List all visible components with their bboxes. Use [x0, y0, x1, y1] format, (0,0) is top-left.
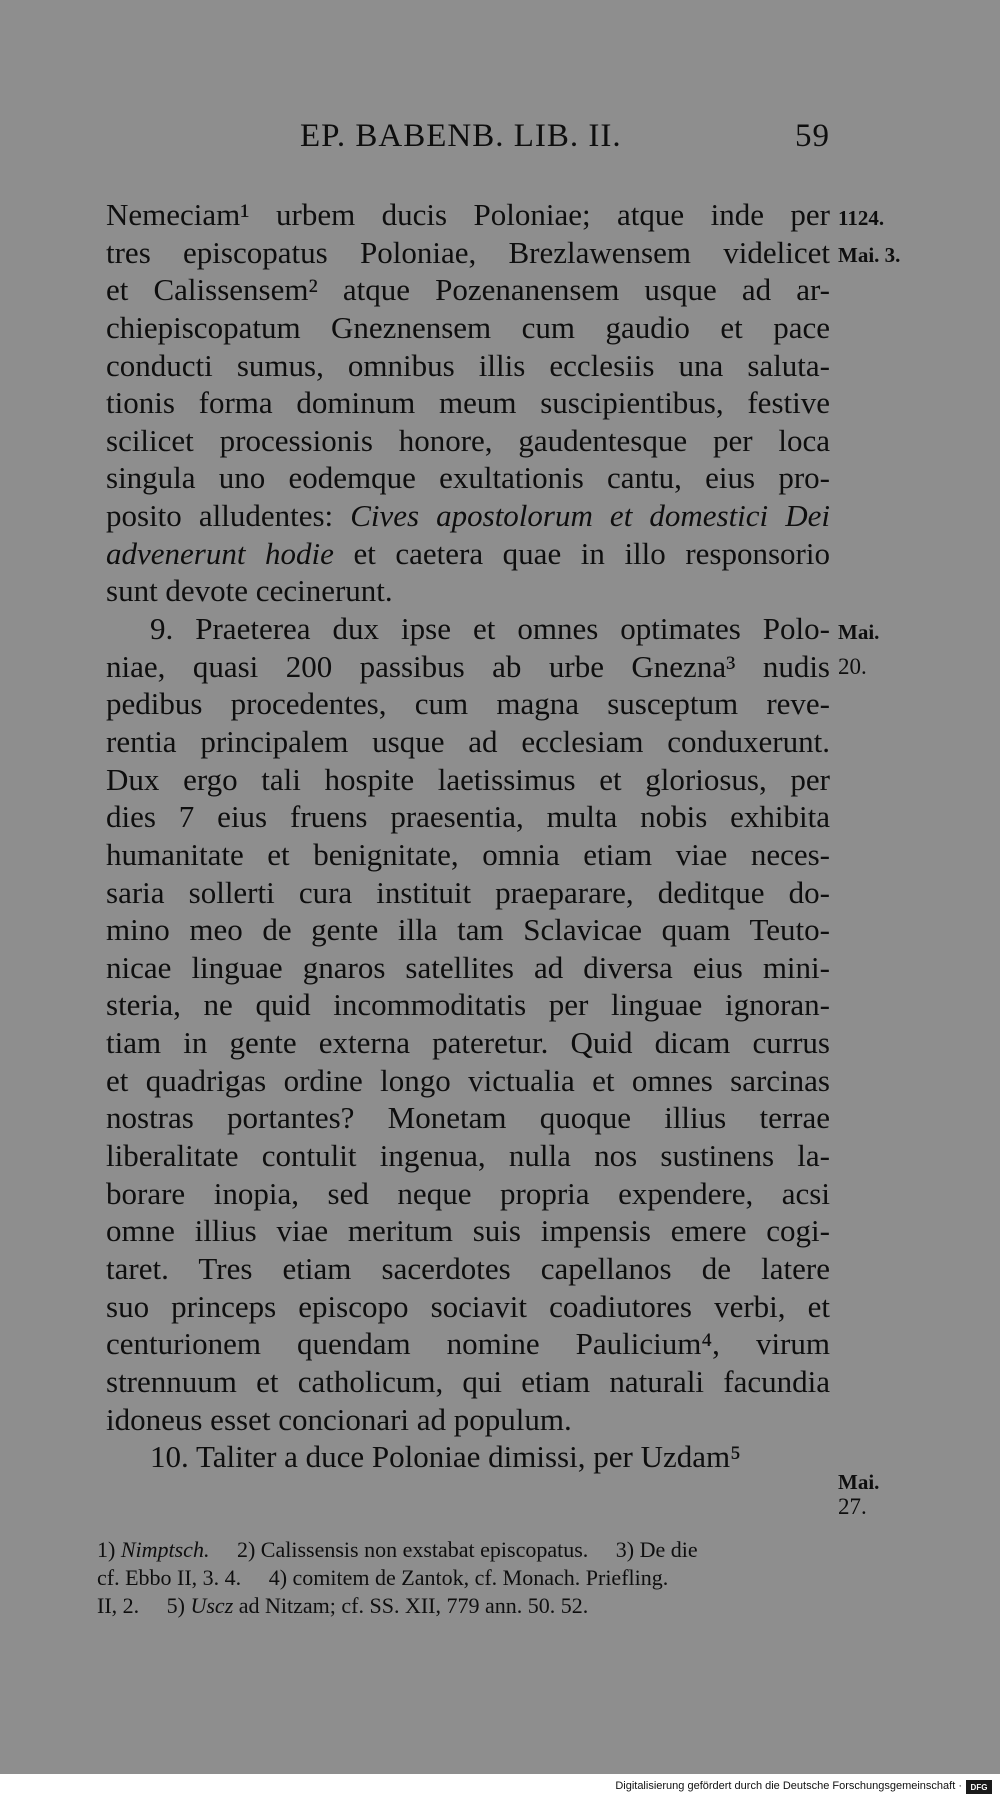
footnote-text: Calissensis non exstabat episcopatus.: [260, 1537, 589, 1562]
text-line: idoneus esset concionari ad populum.: [106, 1401, 572, 1437]
dfg-logo-icon: DFG: [966, 1780, 992, 1794]
text-line: 10. Taliter a duce Poloniae dimissi, per Uzdam⁵: [150, 1439, 741, 1475]
footnote-line: [97, 1564, 832, 1592]
footnote-text: Uscz: [190, 1593, 234, 1618]
text-line: tionis forma dominum meum suscipientibus, festive: [106, 385, 830, 421]
footnote-number: 2): [236, 1537, 256, 1562]
text-line: taret. Tres etiam sacerdotes capellanos de latere: [106, 1250, 830, 1286]
text-line: Dux ergo tali hospite laetissimus et gloriosus, per: [106, 761, 830, 797]
text-line: centurionem quendam nomine Paulicium⁴, virum: [106, 1326, 830, 1362]
text-line: steria, ne quid incommoditatis per linguae ignoran-: [106, 987, 830, 1023]
footer-bar: [0, 1774, 1000, 1800]
footnote-number: 5): [166, 1593, 185, 1618]
text-line: omne illius viae meritum suis impensis emere cogi-: [106, 1213, 830, 1249]
footnote-text: comitem de Zantok, cf. Monach. Priefling.: [292, 1565, 669, 1590]
text-line: mino meo de gente illa tam Sclavicae quam Teuto-: [106, 912, 830, 948]
footnote-text: II, 2.: [97, 1593, 140, 1618]
margin-note: 20.: [838, 654, 867, 679]
margin-note: Mai.: [838, 620, 880, 644]
text-line: nostras portantes? Monetam quoque illius terrae: [106, 1100, 830, 1136]
footnote-line: [97, 1592, 832, 1620]
margin-note: Mai.: [838, 1470, 880, 1494]
text-line: rentia principalem usque ad ecclesiam conduxerunt.: [106, 723, 830, 759]
text-line: tres episcopatus Poloniae, Brezlawensem videlicet: [106, 234, 830, 270]
text-line: suo princeps episcopo sociavit coadiutores verbi, et: [106, 1288, 830, 1324]
italic-quote: advenerunt hodie: [106, 535, 334, 571]
text-line: conducti sumus, omnibus illis ecclesiis una saluta-: [106, 347, 830, 383]
text-line: et quadrigas ordine longo victualia et omnes sarcinas: [106, 1062, 830, 1098]
body-text: [106, 196, 830, 1476]
footnote-text: Nimptsch.: [120, 1537, 210, 1562]
text-line: 9. Praeterea dux ipse et omnes optimates Polo-: [150, 611, 830, 647]
text-line: tiam in gente externa pateretur. Quid dicam currus: [106, 1025, 830, 1061]
footnote-number: 3): [615, 1537, 635, 1562]
margin-note: Mai. 3.: [838, 243, 901, 267]
text-line: saria sollerti cura instituit praeparare, deditque do-: [106, 874, 830, 910]
footnote-text: De die: [639, 1537, 698, 1562]
margin-note: 27.: [838, 1494, 867, 1519]
footnote-number: 4): [268, 1565, 288, 1590]
text-line: scilicet processionis honore, gaudentesque per loca: [106, 422, 830, 458]
footnotes: [97, 1536, 832, 1620]
text-line: dies 7 eius fruens praesentia, multa nobis exhibita: [106, 799, 830, 835]
italic-quote: Cives apostolorum et domestici Dei: [350, 498, 830, 534]
footnote-number: 1): [97, 1537, 116, 1562]
text-line: nicae linguae gnaros satellites ad diversa eius mini-: [106, 949, 830, 985]
margin-note: 1124.: [838, 206, 885, 230]
text-line: [106, 535, 830, 573]
text-line: strennuum et catholicum, qui etiam naturali facundia: [106, 1363, 830, 1399]
text-line: sunt devote cecinerunt.: [106, 573, 393, 609]
footnote-text: cf. Ebbo II, 3. 4.: [97, 1565, 242, 1590]
text-line: Nemeciam¹ urbem ducis Poloniae; atque inde per: [106, 197, 830, 232]
text-line: [106, 497, 830, 535]
text-line: pedibus procedentes, cum magna susceptum reve-: [106, 686, 830, 722]
text-line: humanitate et benignitate, omnia etiam viae neces-: [106, 836, 830, 872]
text-fragment: posito alludentes:: [106, 498, 334, 534]
text-fragment: et caetera quae in illo responsorio: [353, 535, 830, 571]
running-title: EP. BABENB. LIB. II.: [300, 118, 622, 154]
footnote-line: [97, 1536, 832, 1564]
text-line: et Calissensem² atque Pozenanensem usque ad ar-: [106, 272, 830, 308]
text-line: borare inopia, sed neque propria expendere, acsi: [106, 1175, 830, 1211]
page-number: 59: [795, 118, 830, 154]
footnote-text: ad Nitzam; cf. SS. XII, 779 ann. 50. 52.: [238, 1593, 589, 1618]
text-line: singula uno eodemque exultationis cantu, eius pro-: [106, 460, 830, 496]
footer-credit: Digitalisierung gefördert durch die Deutsche Forschungsgemeinschaft ·: [615, 1780, 962, 1792]
text-line: chiepiscopatum Gneznensem cum gaudio et pace: [106, 309, 830, 345]
text-line: niae, quasi 200 passibus ab urbe Gnezna³ nudis: [106, 648, 830, 684]
text-line: liberalitate contulit ingenua, nulla nos sustinens la-: [106, 1138, 830, 1174]
